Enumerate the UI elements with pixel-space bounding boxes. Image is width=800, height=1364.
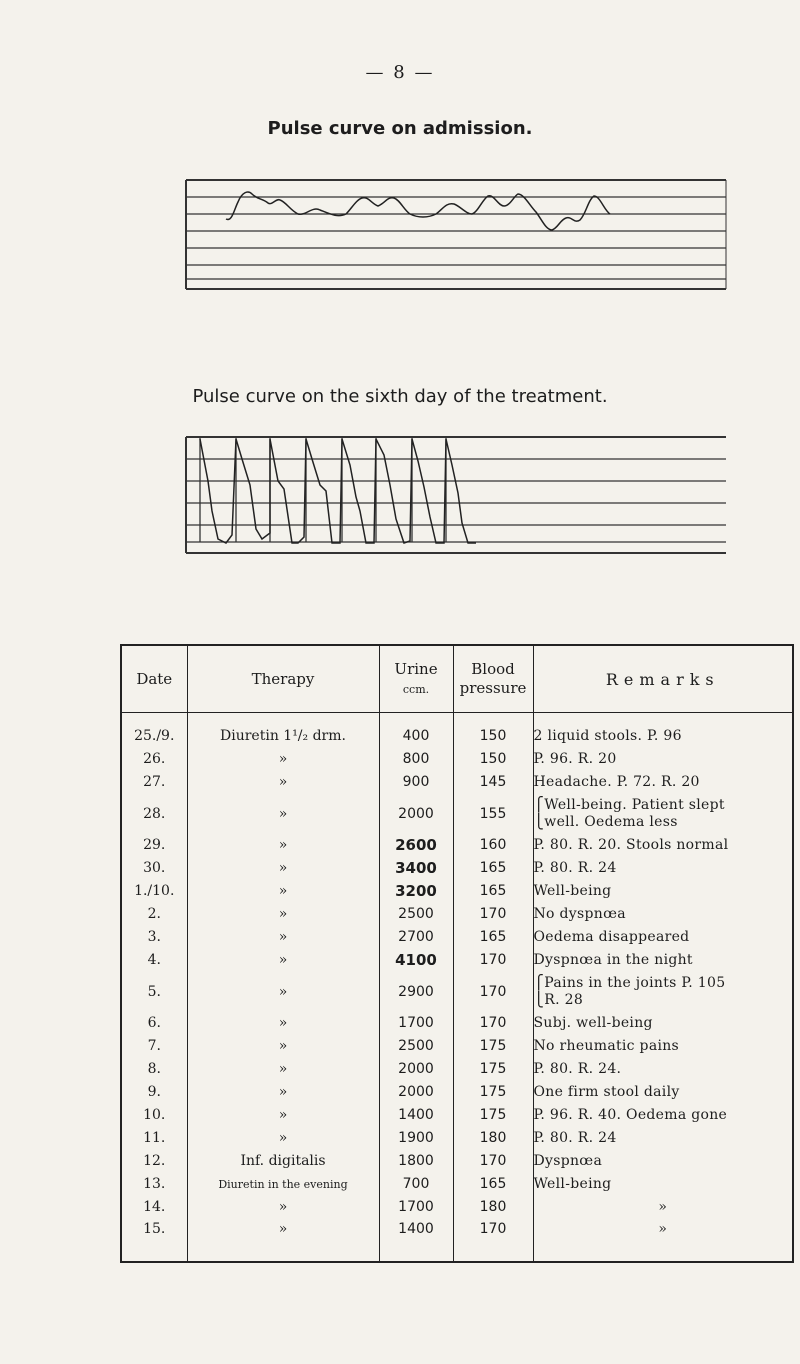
cell-remarks: No rheumatic pains (533, 1035, 793, 1058)
cell-urine: 1700 (379, 1012, 453, 1035)
cell-remarks: P. 80. R. 20. Stools normal (533, 834, 793, 857)
cell-therapy: » (187, 903, 379, 926)
cell-blood-pressure: 170 (453, 972, 533, 1012)
header-urine-unit: ccm. (402, 682, 430, 696)
cell-blood-pressure: 180 (453, 1127, 533, 1150)
cell-remarks: Oedema disappeared (533, 926, 793, 949)
table-row (121, 880, 793, 903)
table-row (121, 834, 793, 857)
cell-remarks (533, 972, 793, 1012)
cell-date: 15. (121, 1219, 187, 1262)
cell-remarks: Well-being (533, 1173, 793, 1196)
table-row (121, 725, 793, 748)
header-blood-pressure (453, 645, 533, 713)
cell-blood-pressure: 150 (453, 748, 533, 771)
cell-blood-pressure: 175 (453, 1058, 533, 1081)
cell-blood-pressure: 165 (453, 1173, 533, 1196)
cell-remarks: P. 96. R. 20 (533, 748, 793, 771)
cell-date: 1./10. (121, 880, 187, 903)
cell-therapy: » (187, 1012, 379, 1035)
table-row (121, 1127, 793, 1150)
table-row (121, 771, 793, 794)
remark-line: ⎩R. 28 (533, 992, 584, 1008)
remark-line: ⎧Well-being. Patient slept (533, 797, 725, 813)
cell-blood-pressure: 150 (453, 725, 533, 748)
cell-date: 14. (121, 1196, 187, 1219)
table-row (121, 748, 793, 771)
cell-blood-pressure: 180 (453, 1196, 533, 1219)
cell-therapy: » (187, 1219, 379, 1262)
header-urine (379, 645, 453, 713)
cell-blood-pressure: 165 (453, 857, 533, 880)
cell-therapy: » (187, 1058, 379, 1081)
header-date: Date (121, 645, 187, 713)
cell-date: 2. (121, 903, 187, 926)
table-row (121, 903, 793, 926)
cell-date: 3. (121, 926, 187, 949)
cell-date: 13. (121, 1173, 187, 1196)
cell-date: 27. (121, 771, 187, 794)
cell-urine: 1800 (379, 1150, 453, 1173)
header-urine-label: Urine (394, 659, 438, 678)
cell-remarks: » (533, 1219, 793, 1262)
cell-remarks: P. 80. R. 24 (533, 1127, 793, 1150)
cell-therapy: » (187, 880, 379, 903)
caption-admission: Pulse curve on admission. (267, 118, 533, 139)
remark-line: ⎧Pains in the joints P. 105 (533, 975, 726, 991)
remark-line: ⎩well. Oedema less (533, 814, 678, 830)
table-row (121, 1012, 793, 1035)
header-pressure-label: pressure (459, 679, 527, 697)
cell-date: 6. (121, 1012, 187, 1035)
table-row (121, 1035, 793, 1058)
cell-blood-pressure: 175 (453, 1104, 533, 1127)
caption-sixth-day: Pulse curve on the sixth day of the treatment. (192, 386, 608, 407)
cell-blood-pressure: 170 (453, 1219, 533, 1262)
cell-blood-pressure: 165 (453, 880, 533, 903)
cell-therapy: » (187, 972, 379, 1012)
cell-urine: 4100 (379, 949, 453, 972)
table-body (121, 713, 793, 1263)
cell-remarks: Subj. well-being (533, 1012, 793, 1035)
cell-blood-pressure: 170 (453, 903, 533, 926)
table-row (121, 1081, 793, 1104)
cell-date: 8. (121, 1058, 187, 1081)
cell-therapy: » (187, 1196, 379, 1219)
cell-urine: 2500 (379, 903, 453, 926)
cell-blood-pressure: 170 (453, 1150, 533, 1173)
cell-remarks: No dyspnœa (533, 903, 793, 926)
cell-therapy: Diuretin in the evening (187, 1173, 379, 1196)
cell-date: 9. (121, 1081, 187, 1104)
cell-remarks: » (533, 1196, 793, 1219)
cell-remarks: P. 96. R. 40. Oedema gone (533, 1104, 793, 1127)
cell-remarks: Headache. P. 72. R. 20 (533, 771, 793, 794)
cell-therapy: Inf. digitalis (187, 1150, 379, 1173)
cell-blood-pressure: 175 (453, 1081, 533, 1104)
cell-date: 10. (121, 1104, 187, 1127)
cell-therapy: » (187, 1081, 379, 1104)
cell-blood-pressure: 170 (453, 1012, 533, 1035)
cell-therapy: » (187, 926, 379, 949)
cell-blood-pressure: 170 (453, 949, 533, 972)
header-blood-label: Blood (471, 660, 515, 678)
cell-urine: 1400 (379, 1219, 453, 1262)
cell-blood-pressure: 145 (453, 771, 533, 794)
cell-remarks: P. 80. R. 24. (533, 1058, 793, 1081)
cell-date: 30. (121, 857, 187, 880)
cell-remarks: 2 liquid stools. P. 96 (533, 725, 793, 748)
cell-therapy: » (187, 771, 379, 794)
cell-date: 5. (121, 972, 187, 1012)
table-row (121, 1150, 793, 1173)
cell-urine: 2900 (379, 972, 453, 1012)
table-row (121, 1196, 793, 1219)
pulse-curve-admission (0, 170, 800, 350)
cell-remarks: P. 80. R. 24 (533, 857, 793, 880)
cell-therapy: » (187, 1035, 379, 1058)
cell-urine: 400 (379, 725, 453, 748)
cell-remarks: Well-being (533, 880, 793, 903)
cell-urine: 900 (379, 771, 453, 794)
cell-therapy: Diuretin 1¹/₂ drm. (187, 725, 379, 748)
cell-remarks: One firm stool daily (533, 1081, 793, 1104)
cell-date: 12. (121, 1150, 187, 1173)
table-row (121, 857, 793, 880)
cell-urine: 1400 (379, 1104, 453, 1127)
cell-therapy: » (187, 1104, 379, 1127)
header-therapy: Therapy (187, 645, 379, 713)
cell-date: 28. (121, 794, 187, 834)
cell-urine: 2600 (379, 834, 453, 857)
table-row (121, 1058, 793, 1081)
table-row (121, 926, 793, 949)
cell-therapy: » (187, 748, 379, 771)
cell-urine: 2700 (379, 926, 453, 949)
cell-urine: 2000 (379, 1081, 453, 1104)
cell-blood-pressure: 165 (453, 926, 533, 949)
cell-urine: 2500 (379, 1035, 453, 1058)
cell-urine: 800 (379, 748, 453, 771)
page-number: — 8 — (365, 62, 435, 83)
cell-blood-pressure: 155 (453, 794, 533, 834)
cell-urine: 2000 (379, 794, 453, 834)
cell-therapy: » (187, 949, 379, 972)
cell-remarks: Dyspnœa (533, 1150, 793, 1173)
treatment-table (120, 644, 794, 1263)
cell-urine: 2000 (379, 1058, 453, 1081)
cell-remarks: Dyspnœa in the night (533, 949, 793, 972)
cell-therapy: » (187, 1127, 379, 1150)
table-header-row (121, 645, 793, 713)
cell-urine: 3200 (379, 880, 453, 903)
table-row (121, 1219, 793, 1262)
cell-remarks (533, 794, 793, 834)
cell-date: 29. (121, 834, 187, 857)
table-row (121, 949, 793, 972)
cell-therapy: » (187, 857, 379, 880)
pulse-curve-sixth-day (0, 425, 800, 585)
cell-urine: 1700 (379, 1196, 453, 1219)
header-remarks: Remarks (533, 645, 793, 713)
cell-date: 4. (121, 949, 187, 972)
table-row (121, 1173, 793, 1196)
spacer-row (121, 713, 793, 726)
table-row (121, 972, 793, 1012)
cell-urine: 700 (379, 1173, 453, 1196)
cell-date: 25./9. (121, 725, 187, 748)
table-row (121, 794, 793, 834)
cell-therapy: » (187, 834, 379, 857)
cell-date: 7. (121, 1035, 187, 1058)
cell-blood-pressure: 175 (453, 1035, 533, 1058)
cell-therapy: » (187, 794, 379, 834)
cell-date: 11. (121, 1127, 187, 1150)
cell-urine: 3400 (379, 857, 453, 880)
table-row (121, 1104, 793, 1127)
cell-urine: 1900 (379, 1127, 453, 1150)
cell-blood-pressure: 160 (453, 834, 533, 857)
cell-date: 26. (121, 748, 187, 771)
